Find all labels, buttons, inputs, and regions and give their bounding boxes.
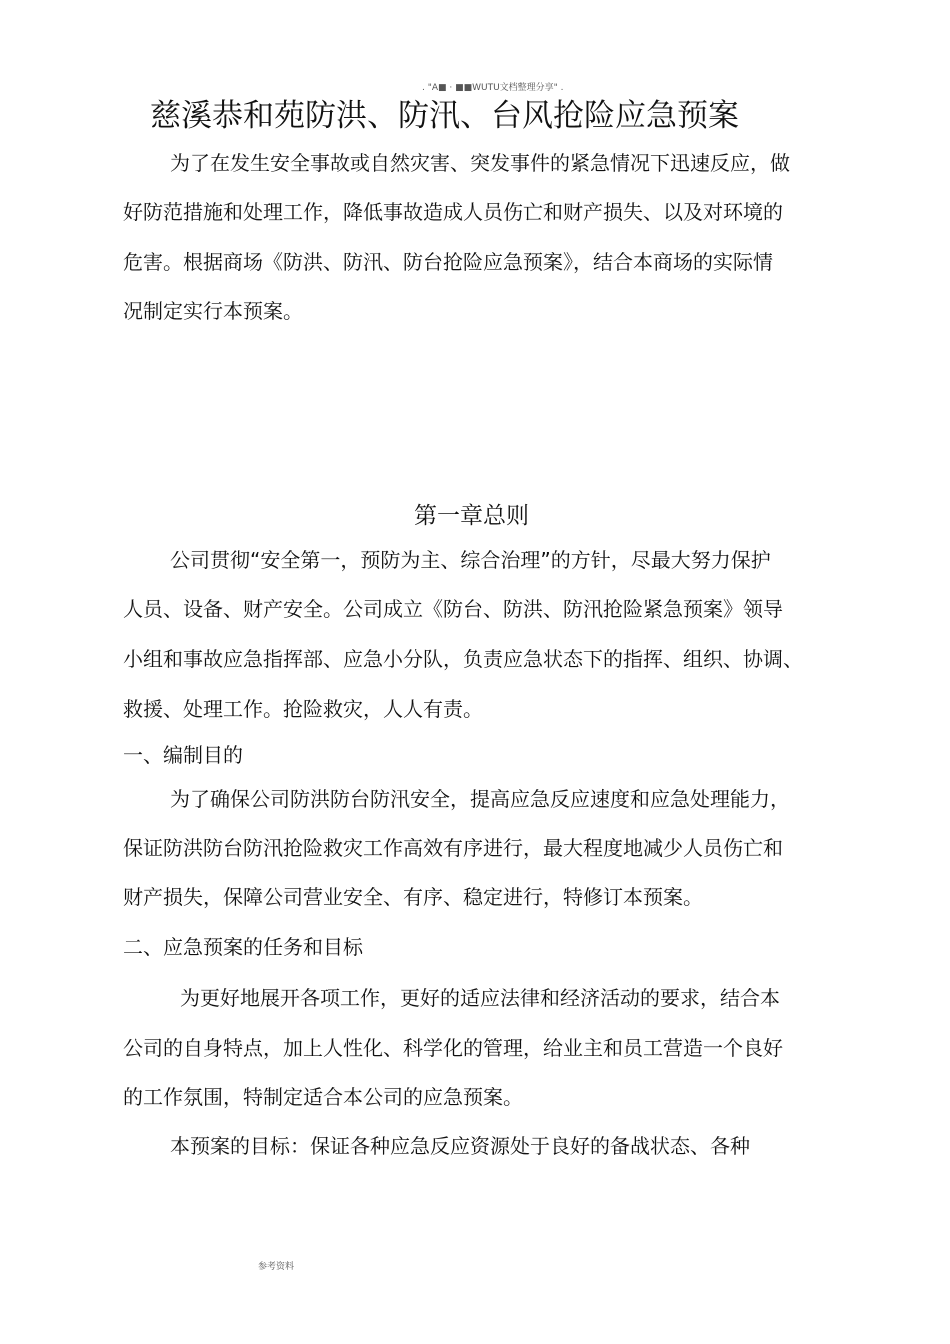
header-watermark: . "A■ · ■■WUTU文档整理分享" . [422,83,564,93]
tasks-line-1: 为更好地展开各项工作，更好的适应法律和经济活动的要求，结合本 [180,986,780,1010]
intro-line-4: 况制定实行本预案。 [123,299,303,323]
intro-line-2: 好防范措施和处理工作，降低事故造成人员伤亡和财产损失、以及对环境的 [123,200,783,224]
chapter-line-3: 小组和事故应急指挥部、应急小分队，负责应急状态下的指挥、组织、协调、 [123,647,803,671]
footer-note: 参考资料 [258,1262,295,1272]
chapter-line-1: 公司贯彻“安全第一，预防为主、综合治理”的方针，尽最大努力保护 [170,548,771,572]
tasks-line-3: 的工作氛围，特制定适合本公司的应急预案。 [123,1085,523,1109]
chapter-line-2: 人员、设备、财产安全。公司成立《防台、防洪、防汛抢险紧急预案》领导 [123,597,783,621]
goal-line: 本预案的目标：保证各种应急反应资源处于良好的备战状态、各种 [170,1134,750,1158]
section-heading-purpose: 一、编制目的 [123,743,243,767]
tasks-line-2: 公司的自身特点，加上人性化、科学化的管理，给业主和员工营造一个良好 [123,1036,783,1060]
chapter-title: 第一章总则 [414,503,529,529]
chapter-line-4: 救援、处理工作。抢险救灾，人人有责。 [123,697,483,721]
purpose-line-2: 保证防洪防台防汛抢险救灾工作高效有序进行，最大程度地减少人员伤亡和 [123,836,783,860]
intro-line-3: 危害。根据商场《防洪、防汛、防台抢险应急预案》，结合本商场的实际情 [123,250,773,274]
intro-line-1: 为了在发生安全事故或自然灾害、突发事件的紧急情况下迅速反应，做 [170,151,790,175]
document-title: 慈溪恭和苑防洪、防汛、台风抢险应急预案 [150,98,739,134]
purpose-line-3: 财产损失，保障公司营业安全、有序、稳定进行，特修订本预案。 [123,885,703,909]
purpose-line-1: 为了确保公司防洪防台防汛安全，提高应急反应速度和应急处理能力， [170,787,790,811]
section-heading-tasks: 二、应急预案的任务和目标 [123,935,363,959]
